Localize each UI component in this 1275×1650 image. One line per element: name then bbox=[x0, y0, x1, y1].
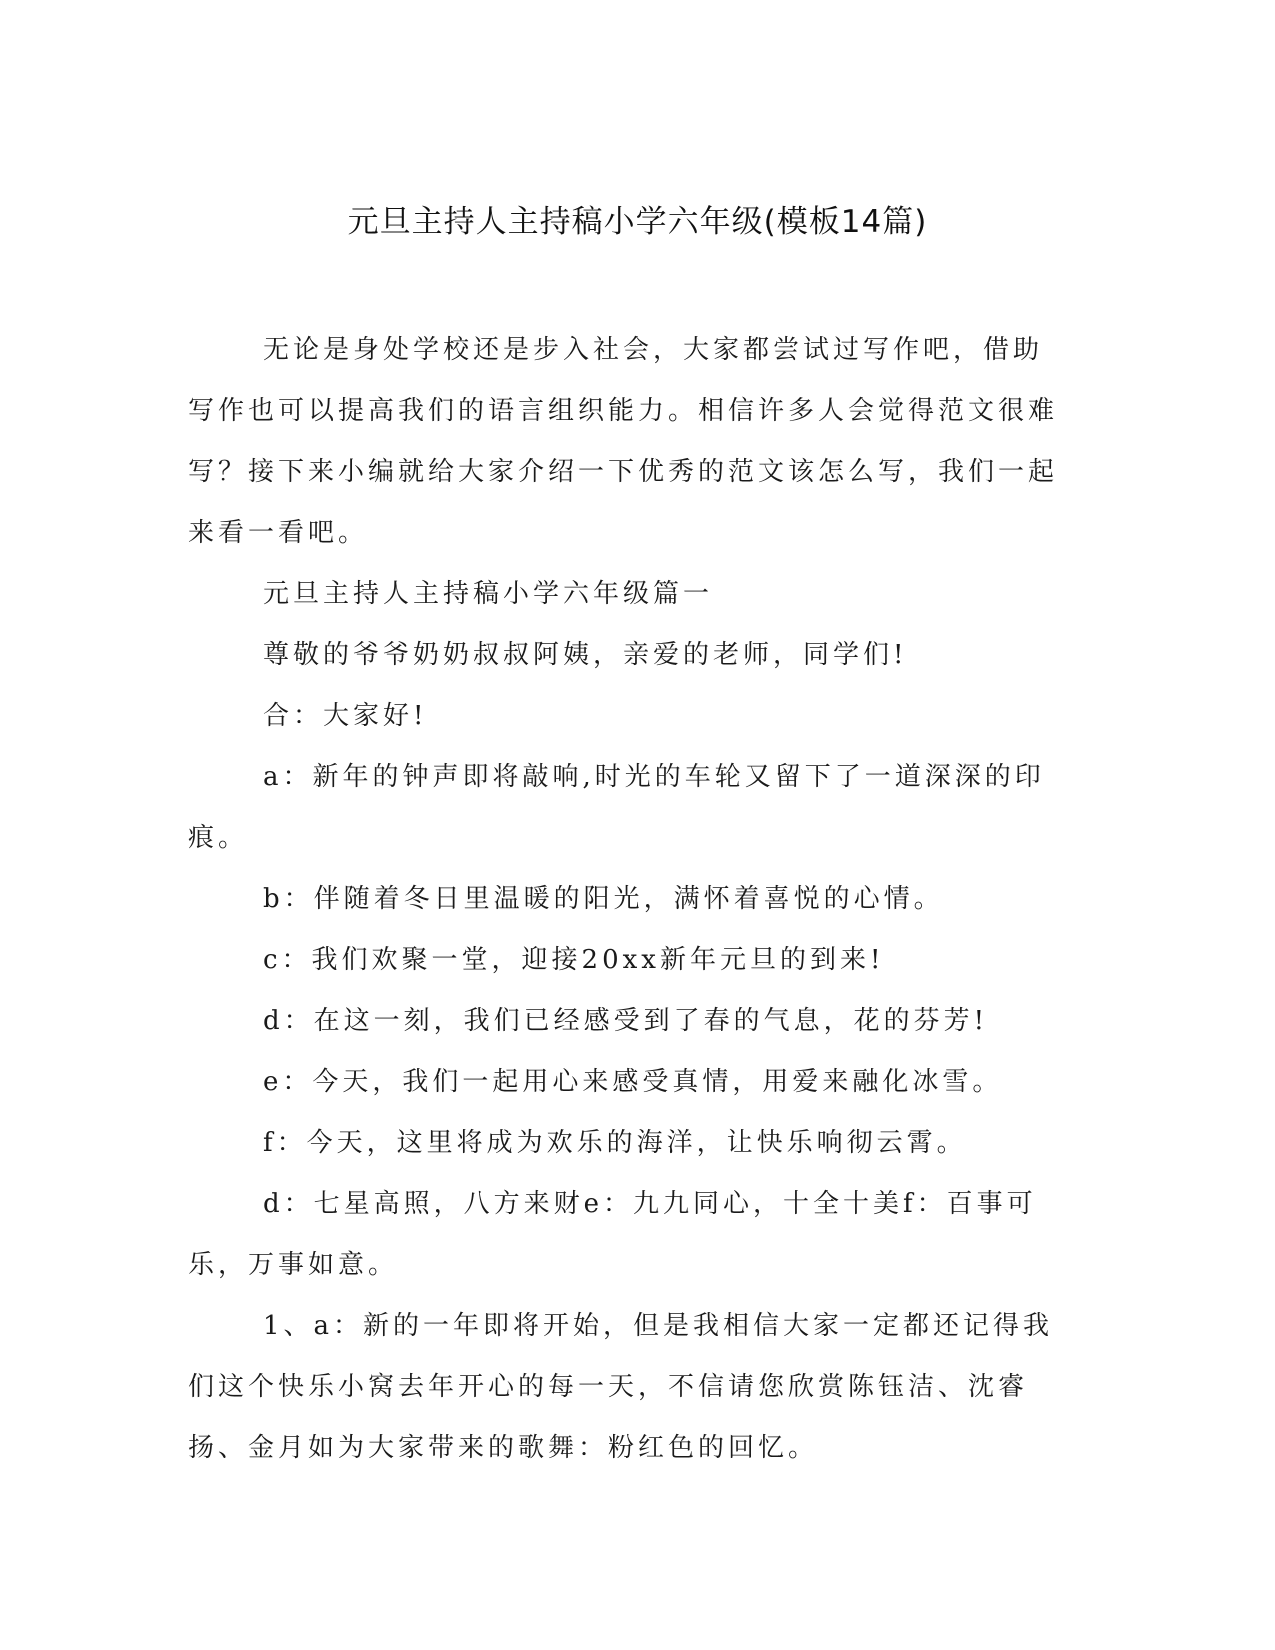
paragraph-line-d: d：在这一刻，我们已经感受到了春的气息，花的芬芳! bbox=[263, 1006, 989, 1036]
paragraph-line-all: 合：大家好! bbox=[263, 701, 428, 731]
document-body bbox=[188, 320, 1068, 1479]
paragraph-greeting: 尊敬的爷爷奶奶叔叔阿姨，亲爱的老师，同学们! bbox=[263, 640, 908, 670]
paragraph-intro: 无论是身处学校还是步入社会，大家都尝试过写作吧，借助写作也可以提高我们的语言组织能力。相信许多人会觉得范文很难写？接下来小编就给大家介绍一下优秀的范文该怎么写，我们一起来看一看吧。 bbox=[188, 335, 1059, 548]
paragraph-line-b: b：伴随着冬日里温暖的阳光，满怀着喜悦的心情。 bbox=[263, 884, 944, 914]
paragraph-line-a: a：新年的钟声即将敲响,时光的车轮又留下了一道深深的印痕。 bbox=[188, 762, 1045, 853]
paragraph-line-e: e：今天，我们一起用心来感受真情，用爱来融化冰雪。 bbox=[263, 1067, 1003, 1097]
paragraph-line-def: d：七星高照，八方来财e：九九同心，十全十美f：百事可乐，万事如意。 bbox=[188, 1189, 1037, 1280]
paragraph-line-f: f：今天，这里将成为欢乐的海洋，让快乐响彻云霄。 bbox=[263, 1128, 967, 1158]
paragraph-program-1: 1、a：新的一年即将开始，但是我相信大家一定都还记得我们这个快乐小窝去年开心的每一天，不信请您欣赏陈钰洁、沈睿扬、金月如为大家带来的歌舞：粉红色的回忆。 bbox=[188, 1311, 1054, 1463]
paragraph-section-heading: 元旦主持人主持稿小学六年级篇一 bbox=[263, 579, 714, 609]
paragraph-line-c: c：我们欢聚一堂，迎接20xx新年元旦的到来! bbox=[263, 945, 885, 975]
document-title: 元旦主持人主持稿小学六年级(模板14篇) bbox=[347, 204, 928, 240]
